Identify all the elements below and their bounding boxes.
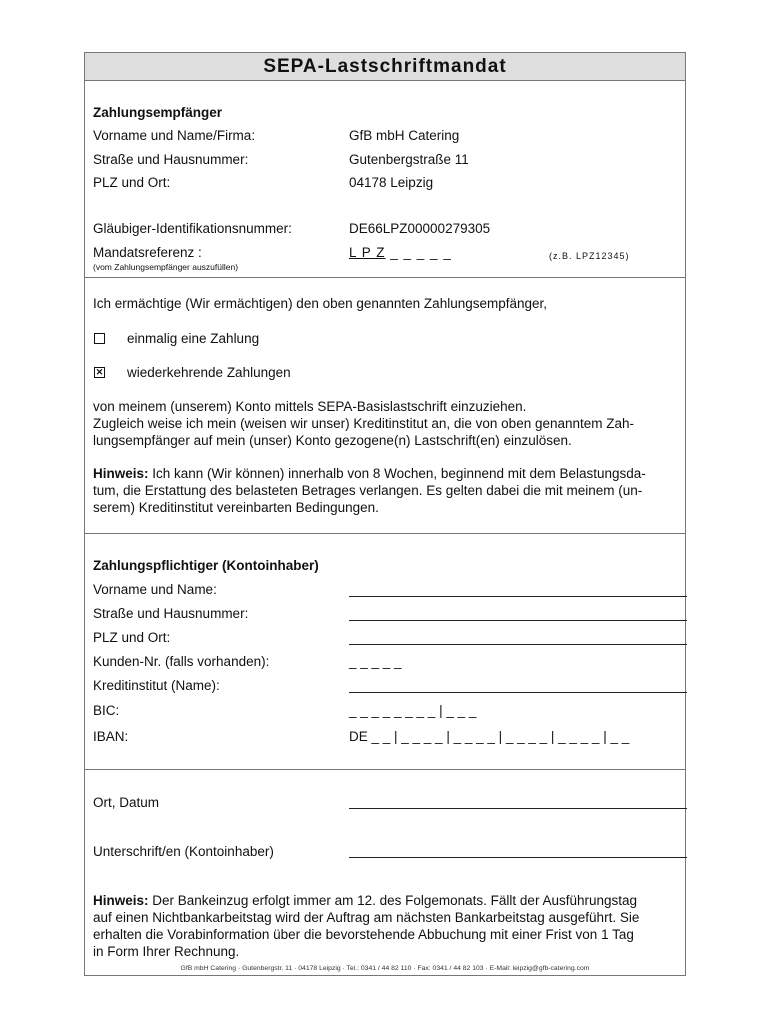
authorization-note-line2: tum, die Erstattung des belasteten Betrages verlangen. Es gelten dabei die mit meinem (un- [93,483,643,498]
mandate-ref-blanks: _ _ _ _ _ [390,245,452,260]
footer-contact: GfB mbH Catering · Gutenbergstr. 11 · 04178 Leipzig · Tel.: 0341 / 44 82 110 · Fax: 0341 / 44 82 103 · E-Mail: leipzig@gfb-catering.com [180,965,590,972]
divider [85,533,685,534]
bic-label: BIC: [93,703,120,718]
form-title: SEPA-Lastschriftmandat [85,53,685,81]
customer-no-label: Kunden-Nr. (falls vorhanden): [93,654,270,669]
customer-no-field[interactable]: _ _ _ _ _ [349,654,402,669]
check-mark-icon: ✕ [95,367,104,377]
authorization-note-line1: Hinweis: Ich kann (Wir können) innerhalb von 8 Wochen, beginnend mit dem Belastungsda- [93,466,646,481]
payer-city-field[interactable] [349,644,687,645]
authorization-note-line3: serem) Kreditinstitut vereinbarten Bedingungen. [93,500,379,515]
final-note-line4: in Form Ihrer Rechnung. [93,944,240,959]
bank-name-label: Kreditinstitut (Name): [93,678,220,693]
divider [85,277,685,278]
authorization-text-line1: von meinem (unserem) Konto mittels SEPA-Basislastschrift einzuziehen. [93,399,527,414]
mandate-ref-note: (vom Zahlungsempfänger auszufüllen) [93,262,239,272]
authorization-intro: Ich ermächtige (Wir ermächtigen) den oben genannten Zahlungsempfänger, [93,296,548,311]
authorization-text-line2: Zugleich weise ich mein (weisen wir unser) Kreditinstitut an, die von oben genanntem Zah- [93,416,635,431]
payer-heading: Zahlungspflichtiger (Kontoinhaber) [93,558,319,573]
place-date-label: Ort, Datum [93,795,160,810]
iban-field[interactable]: DE _ _ | _ _ _ _ | _ _ _ _ | _ _ _ _ | _ _ _ _ | _ _ [349,729,630,744]
mandate-ref-field[interactable] [349,245,452,261]
final-note-line2: auf einen Nichtbankarbeitstag wird der Auftrag am nächsten Bankarbeitstag ausgeführt. Sie [93,910,640,925]
recipient-city-label: PLZ und Ort: [93,175,171,190]
recipient-name-value: GfB mbH Catering [349,128,460,143]
mandate-ref-prefix: L P Z [349,245,386,260]
mandate-ref-example: (z.B. LPZ12345) [549,251,630,261]
recurring-option-label: wiederkehrende Zahlungen [127,365,291,380]
payer-street-field[interactable] [349,620,687,621]
signature-label: Unterschrift/en (Kontoinhaber) [93,844,274,859]
final-note-line1: Hinweis: Der Bankeinzug erfolgt immer am 12. des Folgemonats. Fällt der Ausführungstag [93,893,638,908]
recipient-city-value: 04178 Leipzig [349,175,434,190]
final-note-label: Hinweis: [93,893,149,908]
payer-name-field[interactable] [349,596,687,597]
divider [85,769,685,770]
iban-label: IBAN: [93,729,129,744]
authorization-text-line3: lungsempfänger auf mein (unser) Konto gezogene(n) Lastschrift(en) einzulösen. [93,433,572,448]
recurring-checkbox[interactable] [94,367,105,378]
bank-name-field[interactable] [349,692,687,693]
bic-field[interactable]: _ _ _ _ _ _ _ _ | _ _ _ [349,703,477,718]
recipient-heading: Zahlungsempfänger [93,105,223,120]
final-note-line3: erhalten die Vorabinformation über die bevorstehende Abbuchung mit einer Frist von 1 Tag [93,927,634,942]
signature-field[interactable] [349,857,687,858]
sepa-mandate-form [84,52,686,976]
once-checkbox[interactable] [94,333,105,344]
recipient-name-label: Vorname und Name/Firma: [93,128,256,143]
creditor-id-label: Gläubiger-Identifikationsnummer: [93,221,292,236]
once-option-label: einmalig eine Zahlung [127,331,260,346]
payer-city-label: PLZ und Ort: [93,630,171,645]
recipient-street-label: Straße und Hausnummer: [93,152,249,167]
authorization-note-label: Hinweis: [93,466,149,481]
payer-street-label: Straße und Hausnummer: [93,606,249,621]
mandate-ref-label: Mandatsreferenz : [93,245,202,260]
payer-name-label: Vorname und Name: [93,582,217,597]
recipient-street-value: Gutenbergstraße 11 [349,152,469,167]
place-date-field[interactable] [349,808,687,809]
creditor-id-value: DE66LPZ00000279305 [349,221,491,236]
